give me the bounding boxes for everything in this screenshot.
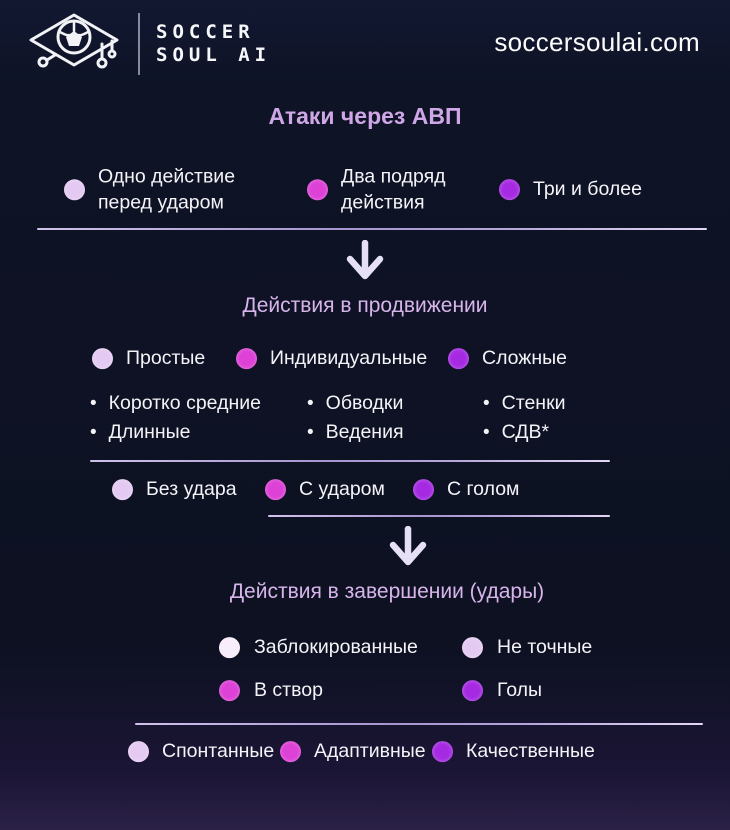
section-divider-line xyxy=(135,723,703,725)
sublist-item: • Ведения xyxy=(307,418,404,447)
category-sublist xyxy=(483,389,566,447)
bullet-dot xyxy=(448,348,469,369)
category-item xyxy=(448,346,567,372)
bullet-dot xyxy=(236,348,257,369)
outcome-label: С голом xyxy=(447,478,520,501)
shot-label: Заблокированные xyxy=(254,636,418,659)
header-divider xyxy=(138,13,140,75)
bullet-dot xyxy=(462,680,483,701)
bullet-dot xyxy=(219,680,240,701)
quality-item xyxy=(280,739,426,765)
attack-type-label: Три и более xyxy=(533,178,642,201)
bullet-dot xyxy=(112,479,133,500)
shot-label: В створ xyxy=(254,679,323,702)
shot-item xyxy=(219,635,418,661)
attack-type-item xyxy=(499,177,642,203)
bullet-dot xyxy=(499,179,520,200)
bullet-dot xyxy=(265,479,286,500)
bullet-dot xyxy=(280,741,301,762)
sublist-item: • Стенки xyxy=(483,389,566,418)
category-label: Индивидуальные xyxy=(270,347,428,370)
outcome-item xyxy=(112,477,237,503)
brand-line-1: SOCCER xyxy=(156,21,255,43)
progression-heading: Действия в продвижении xyxy=(242,294,488,317)
quality-label: Качественные xyxy=(466,740,595,763)
shot-item xyxy=(462,635,592,661)
bullet-dot xyxy=(462,637,483,658)
quality-label: Спонтанные xyxy=(162,740,275,763)
section-divider-line xyxy=(268,515,610,517)
attack-type-label: Одно действие перед ударом xyxy=(98,165,236,213)
page-title: Атаки через АВП xyxy=(268,103,462,129)
soccer-soul-ai-logo-icon xyxy=(26,8,122,80)
outcome-item xyxy=(413,477,519,503)
quality-label: Адаптивные xyxy=(314,740,426,763)
finishing-heading: Действия в завершении (удары) xyxy=(229,580,545,603)
attack-type-label: Два подряд действия xyxy=(341,165,446,213)
brand-line-2: SOUL AI xyxy=(156,44,272,66)
header xyxy=(26,8,271,80)
quality-item xyxy=(432,739,595,765)
section-divider-line xyxy=(37,228,707,230)
category-label: Простые xyxy=(126,347,206,370)
outcome-label: С ударом xyxy=(299,478,385,501)
category-item xyxy=(236,346,427,372)
bullet-dot xyxy=(219,637,240,658)
bullet-dot xyxy=(64,180,85,201)
category-item xyxy=(92,346,205,372)
quality-item xyxy=(128,739,274,765)
shot-label: Голы xyxy=(497,679,543,702)
down-arrow-icon xyxy=(385,526,431,568)
website-url: soccersoulai.com xyxy=(494,27,700,57)
down-arrow-icon xyxy=(342,240,388,282)
bullet-dot xyxy=(432,741,453,762)
bullet-dot xyxy=(413,479,434,500)
shot-item xyxy=(462,678,542,704)
sublist-item: • Длинные xyxy=(90,418,261,447)
category-sublist xyxy=(90,389,261,447)
outcome-item xyxy=(265,477,385,503)
shot-label: Не точные xyxy=(497,636,593,659)
bullet-dot xyxy=(128,741,149,762)
attack-type-item xyxy=(307,164,453,215)
bullet-dot xyxy=(92,348,113,369)
section-divider-line xyxy=(90,460,610,462)
sublist-item: • СДВ* xyxy=(483,418,566,447)
category-sublist xyxy=(307,389,404,447)
sublist-item: • Коротко средние xyxy=(90,389,261,418)
sublist-item: • Обводки xyxy=(307,389,404,418)
outcome-label: Без удара xyxy=(146,478,237,501)
category-label: Сложные xyxy=(482,347,567,370)
brand-name xyxy=(156,21,271,67)
shot-item xyxy=(219,678,323,704)
attack-type-item xyxy=(64,164,253,215)
bullet-dot xyxy=(307,180,328,201)
